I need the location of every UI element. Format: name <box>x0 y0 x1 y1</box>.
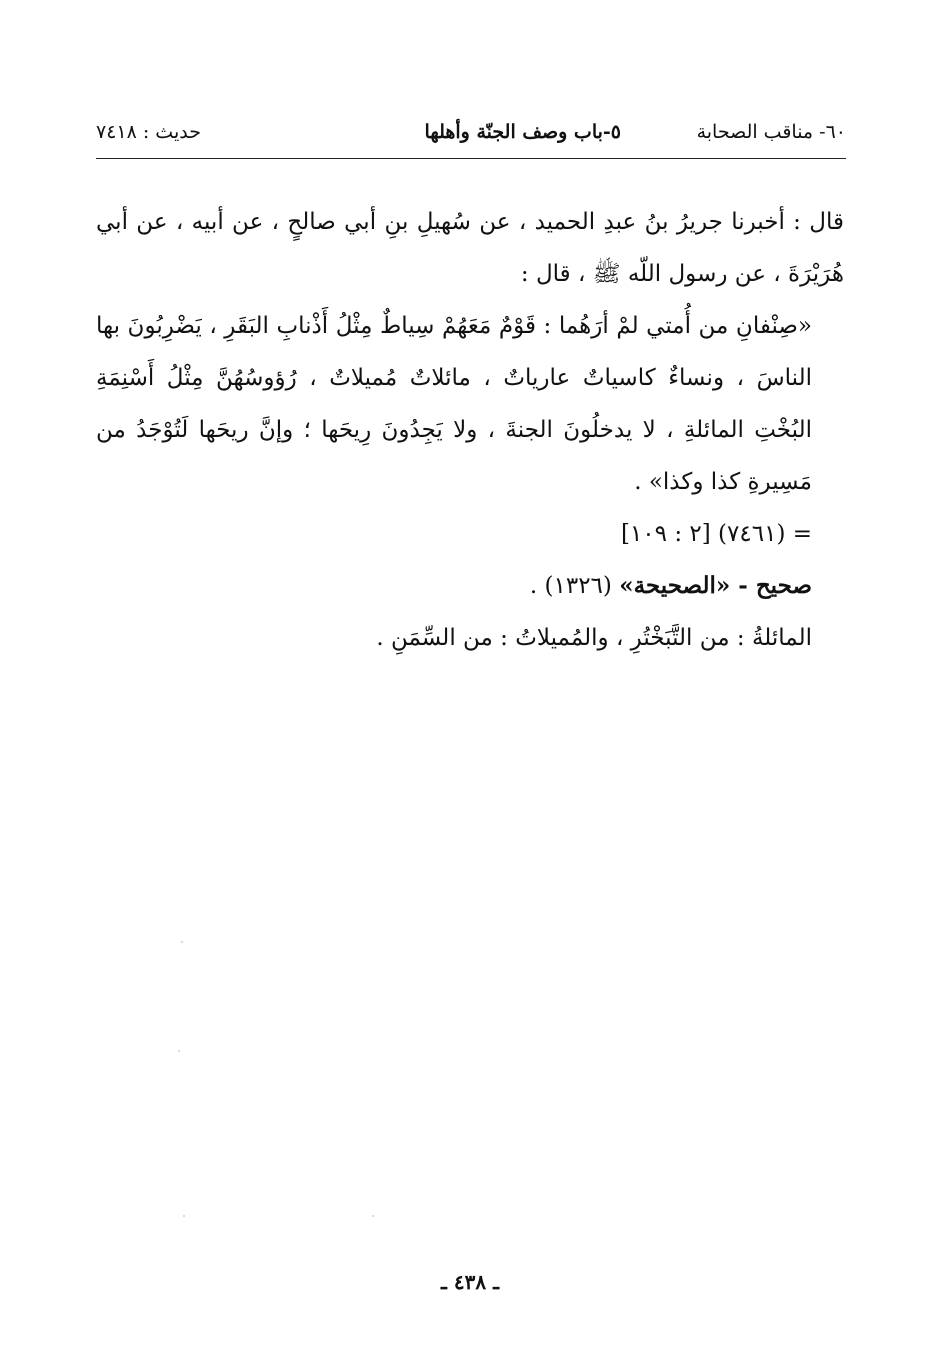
scan-speck <box>183 1215 185 1217</box>
main-text <box>96 196 844 664</box>
grading-label: صحيح - «الصحيحة» <box>619 572 812 599</box>
scan-speck <box>178 1050 180 1052</box>
scan-speck <box>181 941 183 943</box>
matn-paragraph: «صِنْفانِ من أُمتي لمْ أرَهُما : قَوْمٌ مَعَهُمْ سِياطٌ مِثْلُ أَذْنابِ البَقَرِ ، يَضْرِبُونَ بها الناسَ ، ونساءٌ كاسياتٌ عارياتٌ ، مائلاتٌ مُميلاتٌ ، رُؤوسُهُنَّ مِثْلُ أَسْنِمَةِ البُخْتِ المائلةِ ، لا يدخلُونَ الجنةَ ، ولا يَجِدُونَ رِيحَها ؛ وإنَّ ريحَها لَتُوْجَدُ من مَسِيرةِ كذا وكذا» . <box>96 313 812 495</box>
header-rule <box>96 158 846 159</box>
gloss-line: المائلةُ : من التَّبَخْتُرِ ، والمُميلاتُ : من السِّمَنِ . <box>376 625 812 651</box>
chapter-title: ٦٠- مناقب الصحابة <box>696 121 846 143</box>
section-title: ٥-باب وصف الجنّة وأهلها <box>424 121 621 143</box>
page-number: ـ ٤٣٨ ـ <box>441 1270 499 1294</box>
cross-reference <box>96 508 844 560</box>
scan-speck <box>372 1215 374 1217</box>
grading-line <box>96 560 844 612</box>
running-header <box>96 118 846 150</box>
isnad-paragraph: قال : أخبرنا جريرُ بنُ عبدِ الحميد ، عن سُهيلِ بنِ أبي صالحٍ ، عن أبيه ، عن أبي هُرَيْرَةَ ، عن رسول اللّه ﷺ ، قال : <box>96 209 844 287</box>
hadith-number: حديث : ٧٤١٨ <box>96 121 201 143</box>
reference-text: = (٧٤٦١) [٢ : ١٠٩] <box>620 521 812 547</box>
grading-number: (١٣٢٦) . <box>529 573 612 599</box>
